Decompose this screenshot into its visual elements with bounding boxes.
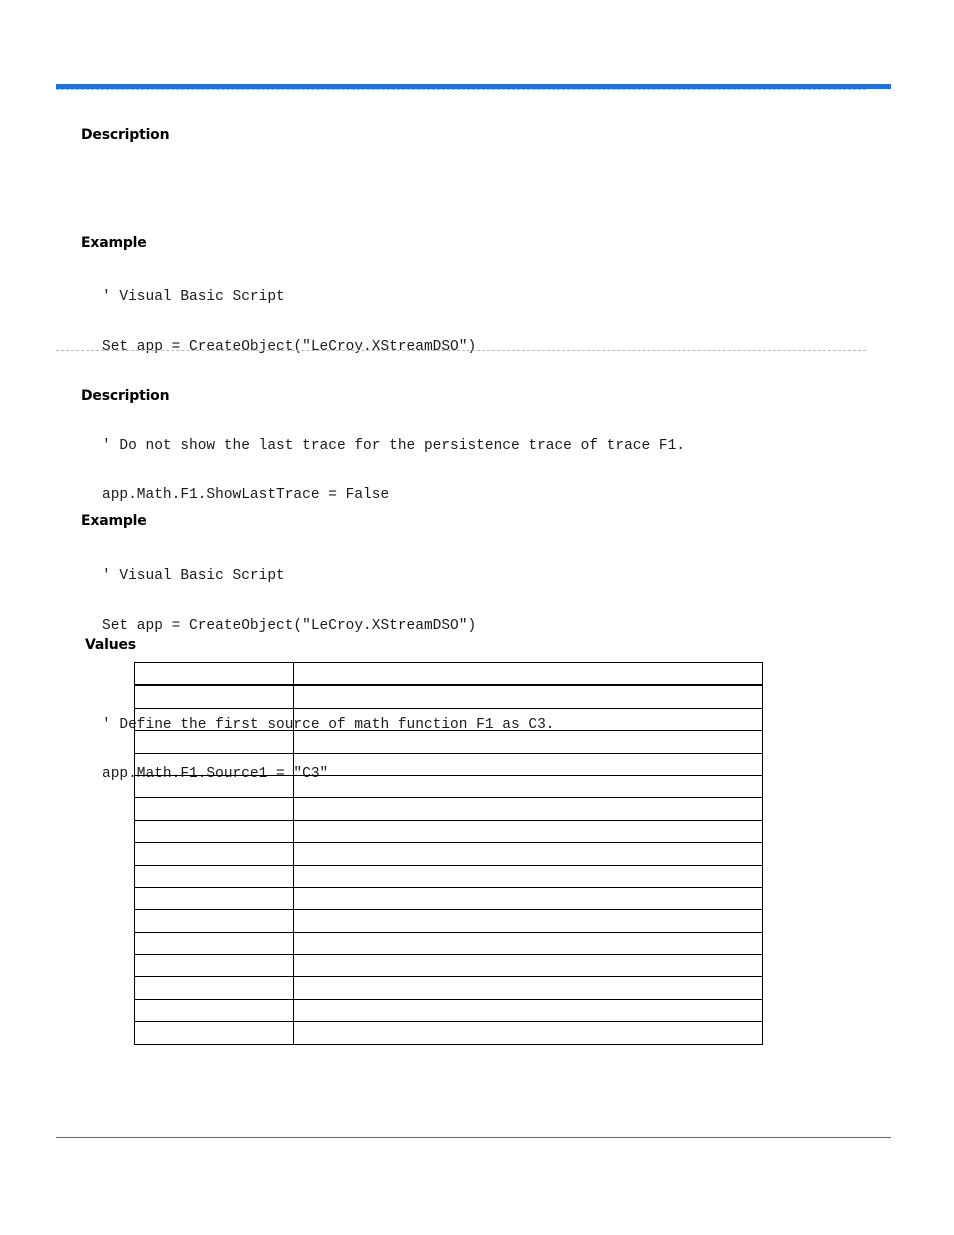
table-row: [135, 910, 763, 932]
value-cell: [135, 843, 294, 865]
description-cell: [294, 685, 763, 708]
code-line: ' Visual Basic Script: [102, 568, 285, 584]
value-cell: [135, 708, 294, 730]
description-cell: [294, 977, 763, 999]
value-cell: [135, 775, 294, 797]
value-cell: [135, 731, 294, 753]
value-cell: [135, 663, 294, 686]
value-cell: [135, 820, 294, 842]
value-cell: [135, 955, 294, 977]
description-cell: [294, 843, 763, 865]
description-cell: [294, 865, 763, 887]
value-cell: [135, 1022, 294, 1044]
description-heading-2: Description: [81, 388, 170, 404]
code-line: app.Math.F1.ShowLastTrace = False: [102, 487, 390, 503]
description-cell: [294, 753, 763, 775]
value-cell: [135, 932, 294, 954]
value-cell: [135, 887, 294, 909]
description-cell: [294, 932, 763, 954]
header-dotted-rule: [56, 89, 866, 90]
table-row: [135, 775, 763, 797]
code-block-1: [102, 256, 685, 520]
description-cell: [294, 887, 763, 909]
table-row: [135, 887, 763, 909]
values-heading: Values: [85, 637, 136, 653]
code-line: ' Visual Basic Script: [102, 289, 285, 305]
table-row: [135, 932, 763, 954]
code-line: ' Do not show the last trace for the persistence trace of trace F1.: [102, 437, 685, 454]
values-table: [134, 662, 763, 1045]
value-cell: [135, 753, 294, 775]
table-row: [135, 999, 763, 1021]
value-cell: [135, 865, 294, 887]
description-cell: [294, 731, 763, 753]
description-cell: [294, 820, 763, 842]
table-row: [135, 977, 763, 999]
description-cell: [294, 798, 763, 820]
table-header-row: [135, 663, 763, 686]
code-line: app.Math.F1.Source1 = "C3": [102, 766, 329, 782]
code-line: Set app = CreateObject("LeCroy.XStreamDSO"): [102, 617, 477, 634]
code-line: ' Define the first source of math function F1 as C3.: [102, 716, 555, 733]
table-row: [135, 753, 763, 775]
description-cell: [294, 1022, 763, 1044]
table-row: [135, 685, 763, 708]
description-cell: [294, 663, 763, 686]
description-cell: [294, 999, 763, 1021]
code-line: Set app = CreateObject("LeCroy.XStreamDSO"): [102, 338, 477, 355]
table-row: [135, 798, 763, 820]
code-line-blank: [102, 388, 685, 405]
value-cell: [135, 798, 294, 820]
description-cell: [294, 955, 763, 977]
table-row: [135, 1022, 763, 1044]
table-row: [135, 731, 763, 753]
table-row: [135, 820, 763, 842]
example-heading-2: Example: [81, 513, 147, 529]
table-row: [135, 843, 763, 865]
section-divider: [56, 350, 866, 351]
table-row: [135, 955, 763, 977]
table-row: [135, 708, 763, 730]
value-cell: [135, 977, 294, 999]
description-cell: [294, 708, 763, 730]
description-heading-1: Description: [81, 127, 170, 143]
table-row: [135, 865, 763, 887]
description-cell: [294, 910, 763, 932]
value-cell: [135, 685, 294, 708]
example-heading-1: Example: [81, 235, 147, 251]
value-cell: [135, 910, 294, 932]
value-cell: [135, 999, 294, 1021]
footer-rule: [56, 1137, 891, 1138]
description-cell: [294, 775, 763, 797]
